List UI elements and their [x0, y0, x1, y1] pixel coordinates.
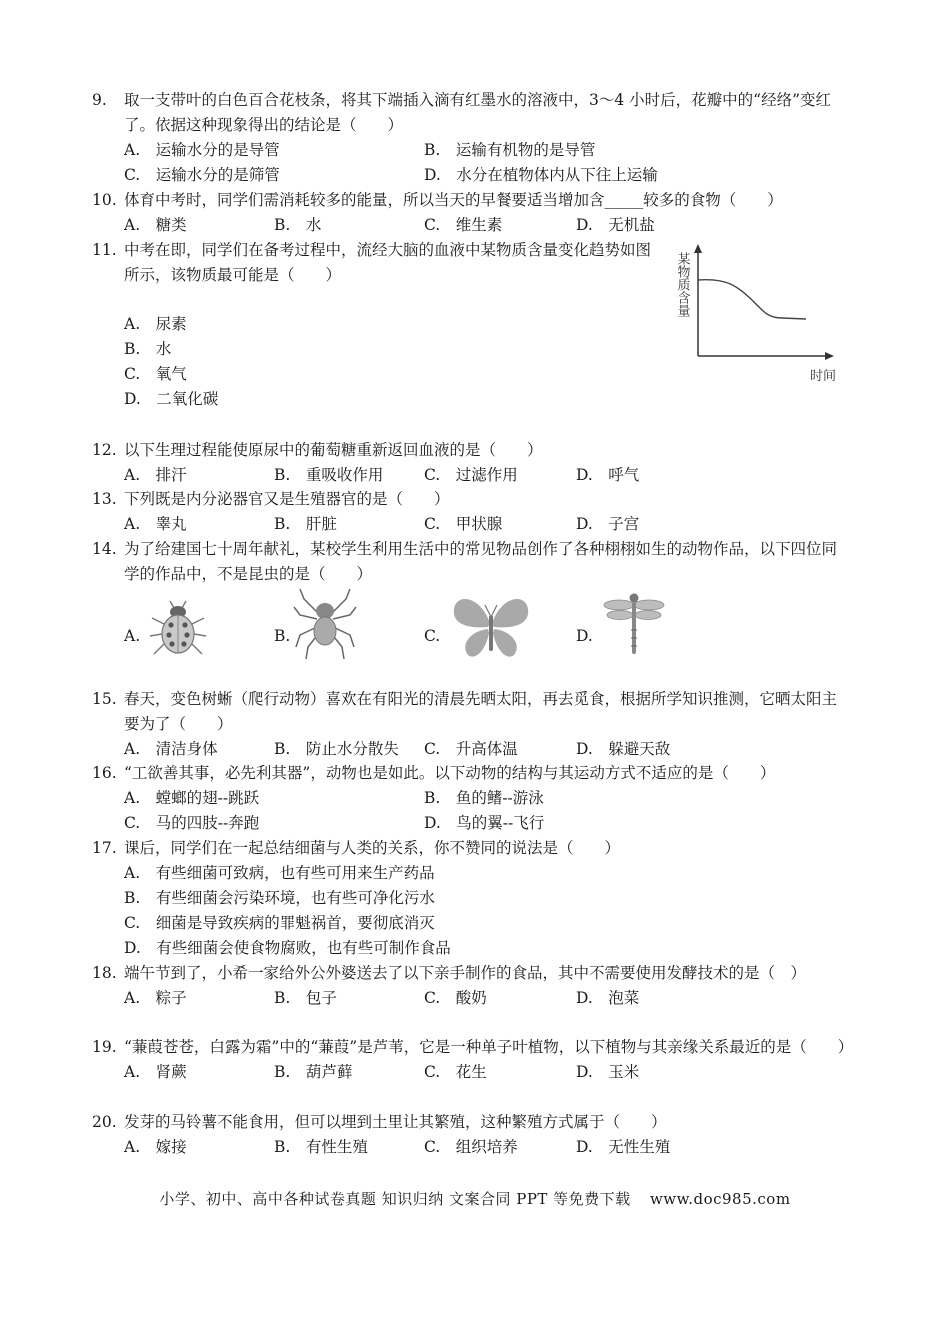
footer-text: 小学、初中、高中各种试卷真题 知识归纳 文案合同 PPT 等免费下载	[159, 1190, 631, 1208]
question-15	[92, 687, 852, 762]
options-row	[124, 1135, 852, 1160]
option-b[interactable]: B. 水	[124, 340, 172, 358]
question-number: 16.	[92, 764, 117, 782]
option-d[interactable]: D. 鸟的翼--飞行	[424, 814, 545, 832]
option-b[interactable]: B. 有些细菌会污染环境，也有些可净化污水	[124, 889, 435, 907]
option-d[interactable]: D. 玉米	[576, 1063, 640, 1081]
question-11	[92, 238, 652, 412]
option-c[interactable]: C. 氧气	[124, 365, 187, 383]
option-c[interactable]: C. 升高体温	[424, 740, 518, 758]
option-c[interactable]: C. 运输水分的是筛管	[124, 166, 280, 184]
option-b[interactable]: B. 运输有机物的是导管	[424, 141, 596, 159]
question-text: 为了给建国七十周年献礼，某校学生利用生活中的常见物品创作了各种栩栩如生的动物作品，以下四位同学的作品中，不是昆虫的是（ ）	[124, 540, 838, 583]
option-b[interactable]: B. 防止水分散失	[274, 740, 399, 758]
options-row	[124, 811, 852, 836]
question-number: 18.	[92, 964, 117, 982]
substance-trend-graph	[672, 238, 852, 388]
options-row	[124, 463, 852, 488]
options-row	[124, 512, 852, 537]
question-9	[92, 88, 852, 188]
option-d[interactable]: D. 水分在植物体内从下往上运输	[424, 166, 658, 184]
spider-icon[interactable]	[292, 585, 358, 661]
options-row	[124, 213, 852, 238]
option-a[interactable]: A.	[124, 627, 141, 645]
question-18	[92, 961, 852, 1011]
footer-link[interactable]: www.doc985.com	[649, 1190, 791, 1208]
option-d[interactable]: D. 无机盐	[576, 216, 655, 234]
option-a[interactable]: A. 肾蕨	[124, 1063, 187, 1081]
option-b[interactable]: B.	[274, 627, 291, 645]
question-number: 13.	[92, 490, 117, 508]
option-d[interactable]: D.	[576, 627, 593, 645]
option-c[interactable]: C. 组织培养	[424, 1138, 518, 1156]
option-d[interactable]: D. 呼气	[576, 466, 640, 484]
option-c[interactable]: C. 酸奶	[424, 989, 487, 1007]
options-row	[124, 1060, 852, 1085]
question-text: 下列既是内分泌器官又是生殖器官的是（ ）	[124, 490, 450, 508]
question-text: 中考在即，同学们在备考过程中，流经大脑的血液中某物质含量变化趋势如图所示，该物质最可能是（ ）	[124, 241, 652, 284]
option-b[interactable]: B. 鱼的鳍--游泳	[424, 789, 544, 807]
option-a[interactable]: A. 睾丸	[124, 515, 187, 533]
option-d[interactable]: D. 无性生殖	[576, 1138, 671, 1156]
option-d[interactable]: D. 泡菜	[576, 989, 640, 1007]
question-number: 9.	[92, 91, 107, 109]
butterfly-icon[interactable]	[452, 593, 530, 661]
question-text: 发芽的马铃薯不能食用，但可以埋到土里让其繁殖，这种繁殖方式属于（ ）	[124, 1113, 667, 1131]
option-d[interactable]: D. 躲避天敌	[576, 740, 671, 758]
option-c[interactable]: C. 花生	[424, 1063, 487, 1081]
question-text: “工欲善其事，必先利其器”，动物也是如此。以下动物的结构与其运动方式不适应的是（ ）	[124, 764, 776, 782]
question-17	[92, 836, 852, 961]
question-10	[92, 188, 852, 238]
question-14	[92, 537, 852, 587]
page-footer	[0, 1188, 950, 1209]
question-text: “蒹葭苍苍，白露为霜”中的“蒹葭”是芦苇，它是一种单子叶植物，以下植物与其亲缘关系最近的是（ ）	[124, 1038, 854, 1056]
option-a[interactable]: A. 螳螂的翅--跳跃	[124, 789, 260, 807]
option-b[interactable]: B. 葫芦藓	[274, 1063, 353, 1081]
option-b[interactable]: B. 肝脏	[274, 515, 337, 533]
option-c[interactable]: C. 马的四肢--奔跑	[124, 814, 260, 832]
ladybug-icon[interactable]	[146, 598, 210, 660]
option-a[interactable]: A. 排汗	[124, 466, 187, 484]
option-a[interactable]: A. 粽子	[124, 989, 187, 1007]
question-13	[92, 487, 852, 537]
option-b[interactable]: B. 有性生殖	[274, 1138, 368, 1156]
option-d[interactable]: D. 有些细菌会使食物腐败，也有些可制作食品	[124, 939, 451, 957]
question-number: 17.	[92, 839, 117, 857]
option-b[interactable]: B. 包子	[274, 989, 337, 1007]
option-d[interactable]: D. 二氧化碳	[124, 390, 219, 408]
options-row	[124, 986, 852, 1011]
question-20	[92, 1110, 852, 1160]
question-number: 14.	[92, 540, 117, 558]
graph-y-label: 某物质含量	[674, 252, 690, 317]
option-a[interactable]: A. 有些细菌可致病，也有些可用来生产药品	[124, 864, 435, 882]
options-row	[124, 786, 852, 811]
question-number: 19.	[92, 1038, 117, 1056]
question-number: 15.	[92, 690, 117, 708]
question-number: 11.	[92, 241, 117, 259]
option-b[interactable]: B. 重吸收作用	[274, 466, 384, 484]
question-16	[92, 761, 852, 836]
question-text: 取一支带叶的白色百合花枝条，将其下端插入滴有红墨水的溶液中，3～4 小时后，花瓣中的“经络”变红了。依据这种现象得出的结论是（ ）	[124, 91, 832, 134]
question-text: 端午节到了，小希一家给外公外婆送去了以下亲手制作的食品，其中不需要使用发酵技术的是（ ）	[124, 964, 807, 982]
option-a[interactable]: A. 清洁身体	[124, 740, 218, 758]
question-text: 课后，同学们在一起总结细菌与人类的关系，你不赞同的说法是（ ）	[124, 839, 621, 857]
question-number: 10.	[92, 191, 117, 209]
options-row	[124, 163, 852, 188]
option-a[interactable]: A. 尿素	[124, 315, 187, 333]
option-a[interactable]: A. 糖类	[124, 216, 187, 234]
option-c[interactable]: C. 细菌是导致疾病的罪魁祸首，要彻底消灭	[124, 914, 435, 932]
graph-x-label: 时间	[810, 369, 837, 384]
question-text: 春天，变色树蜥（爬行动物）喜欢在有阳光的清晨先晒太阳，再去觅食，根据所学知识推测，它晒太阳主要为了（ ）	[124, 690, 838, 733]
question-12	[92, 438, 852, 488]
question-text: 体育中考时，同学们需消耗较多的能量，所以当天的早餐要适当增加含_____较多的食物（ ）	[124, 191, 783, 209]
option-c[interactable]: C. 甲状腺	[424, 515, 503, 533]
dragonfly-icon[interactable]	[602, 590, 666, 658]
question-number: 20.	[92, 1113, 117, 1131]
option-c[interactable]: C.	[424, 627, 441, 645]
option-a[interactable]: A. 运输水分的是导管	[124, 141, 280, 159]
option-c[interactable]: C. 维生素	[424, 216, 503, 234]
option-d[interactable]: D. 子宫	[576, 515, 640, 533]
options-row	[124, 138, 852, 163]
option-a[interactable]: A. 嫁接	[124, 1138, 187, 1156]
question-number: 12.	[92, 441, 117, 459]
option-c[interactable]: C. 过滤作用	[424, 466, 518, 484]
question-text: 以下生理过程能使原尿中的葡萄糖重新返回血液的是（ ）	[124, 441, 543, 459]
option-b[interactable]: B. 水	[274, 216, 322, 234]
question-19	[92, 1035, 852, 1085]
options-row	[124, 737, 852, 762]
